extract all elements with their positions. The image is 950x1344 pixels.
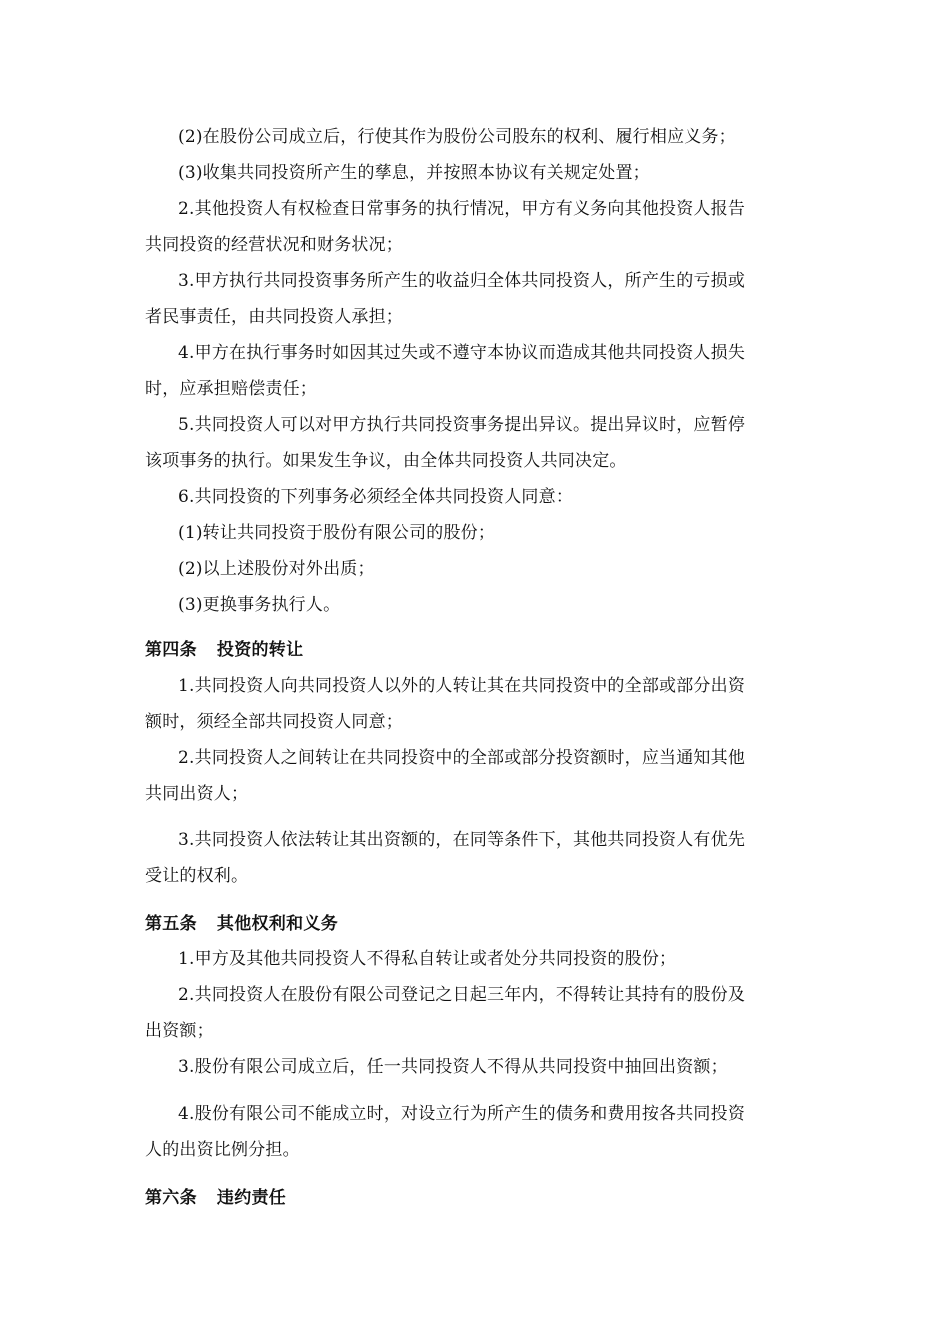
- paragraph-line: 人的出资比例分担。: [145, 1140, 300, 1160]
- section-heading: [145, 639, 303, 661]
- paragraph-line: 3.共同投资人依法转让其出资额的，在同等条件下，其他共同投资人有优先: [178, 830, 746, 850]
- paragraph-line: 者民事责任，由共同投资人承担；: [145, 307, 403, 327]
- paragraph-line: 1.共同投资人向共同投资人以外的人转让其在共同投资中的全部或部分出资: [178, 676, 746, 696]
- paragraph-line: 1.甲方及其他共同投资人不得私自转让或者处分共同投资的股份；: [178, 949, 677, 969]
- paragraph-line: 出资额；: [145, 1021, 214, 1041]
- paragraph-line: 2.其他投资人有权检查日常事务的执行情况，甲方有义务向其他投资人报告: [178, 199, 746, 219]
- section-heading: [145, 913, 338, 935]
- paragraph-line: 2.共同投资人之间转让在共同投资中的全部或部分投资额时，应当通知其他: [178, 748, 746, 768]
- paragraph-line: 受让的权利。: [145, 866, 249, 886]
- paragraph-line: 时，应承担赔偿责任；: [145, 379, 317, 399]
- section-number: 第五条: [145, 914, 197, 934]
- paragraph-line: 4.甲方在执行事务时如因其过失或不遵守本协议而造成其他共同投资人损失: [178, 343, 746, 363]
- section-number: 第四条: [145, 640, 197, 660]
- paragraph-line: (3)更换事务执行人。: [178, 595, 341, 615]
- paragraph-line: 3.甲方执行共同投资事务所产生的收益归全体共同投资人，所产生的亏损或: [178, 271, 746, 291]
- section-title: 投资的转让: [216, 640, 304, 660]
- paragraph-line: 共同出资人；: [145, 784, 249, 804]
- paragraph-line: (2)以上述股份对外出质；: [178, 559, 375, 579]
- section-title: 违约责任: [216, 1188, 287, 1208]
- paragraph-line: 4.股份有限公司不能成立时，对设立行为所产生的债务和费用按各共同投资: [178, 1104, 746, 1124]
- section-number: 第六条: [145, 1188, 197, 1208]
- section-heading: [145, 1187, 286, 1209]
- paragraph-line: 3.股份有限公司成立后，任一共同投资人不得从共同投资中抽回出资额；: [178, 1057, 728, 1077]
- section-title: 其他权利和义务: [216, 914, 339, 934]
- paragraph-line: (2)在股份公司成立后，行使其作为股份公司股东的权利、履行相应义务；: [178, 127, 736, 147]
- paragraph-line: (1)转让共同投资于股份有限公司的股份；: [178, 523, 496, 543]
- paragraph-line: (3)收集共同投资所产生的孳息，并按照本协议有关规定处置；: [178, 163, 650, 183]
- paragraph-line: 5.共同投资人可以对甲方执行共同投资事务提出异议。提出异议时，应暂停: [178, 415, 746, 435]
- paragraph-line: 该项事务的执行。如果发生争议，由全体共同投资人共同决定。: [145, 451, 627, 471]
- paragraph-line: 共同投资的经营状况和财务状况；: [145, 235, 403, 255]
- paragraph-line: 额时，须经全部共同投资人同意；: [145, 712, 403, 732]
- paragraph-line: 2.共同投资人在股份有限公司登记之日起三年内，不得转让其持有的股份及: [178, 985, 746, 1005]
- paragraph-line: 6.共同投资的下列事务必须经全体共同投资人同意：: [178, 487, 574, 507]
